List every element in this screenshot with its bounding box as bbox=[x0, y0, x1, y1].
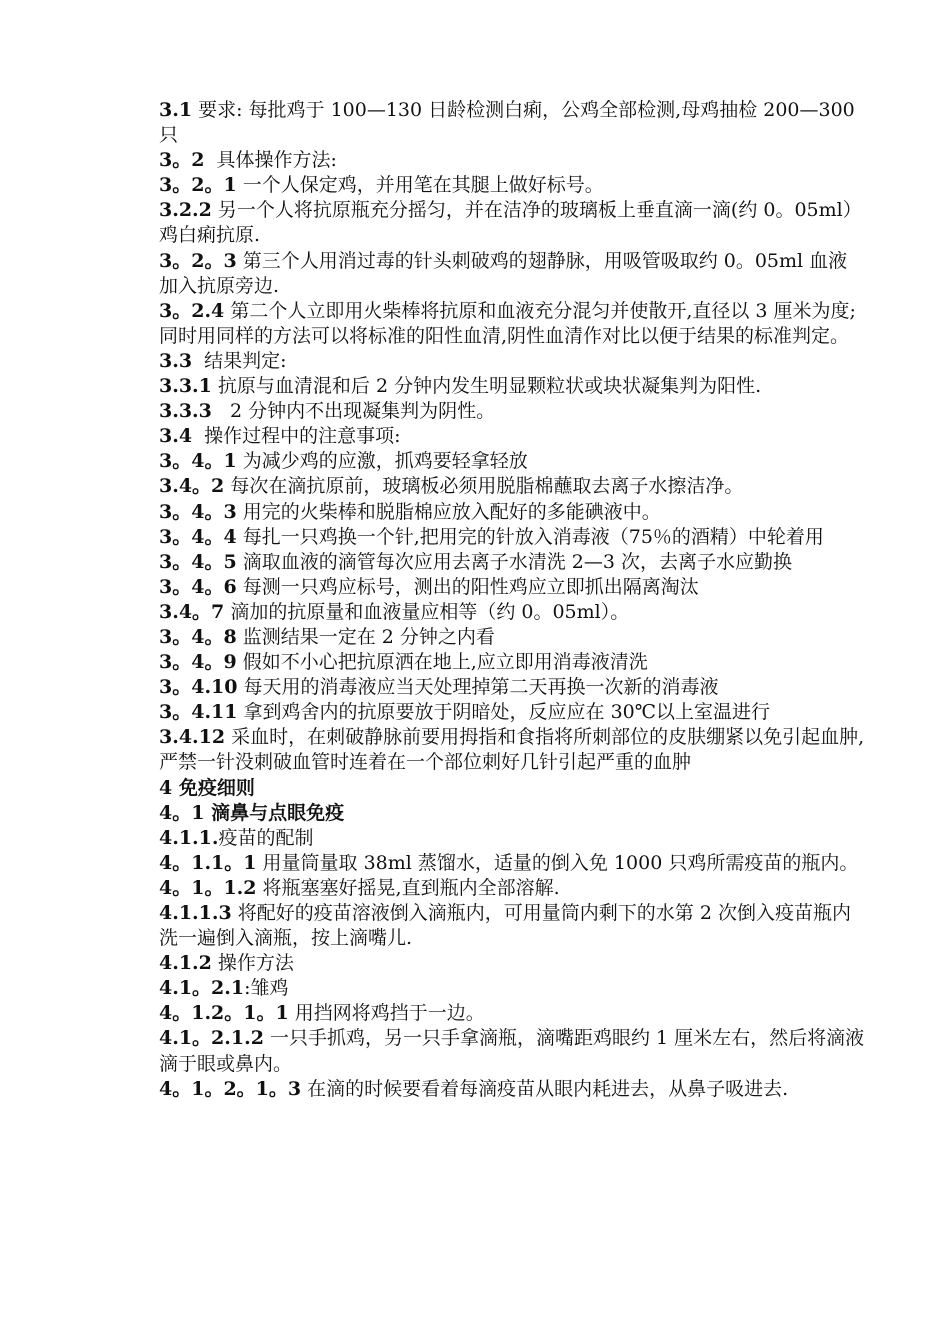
paragraph bbox=[159, 399, 865, 424]
section-number: 3.2.2 bbox=[159, 199, 212, 222]
section-number: 3。4。6 bbox=[159, 575, 237, 598]
heading-text: 滴鼻与点眼免疫 bbox=[204, 801, 345, 824]
section-number: 3。2.4 bbox=[159, 299, 225, 322]
section-number: 4 bbox=[159, 776, 173, 799]
paragraph-text: 一只手抓鸡，另一只手拿滴瓶，滴嘴距鸡眼约 1 厘米左右，然后将滴液滴于眼或鼻内。 bbox=[159, 1027, 865, 1075]
paragraph bbox=[159, 600, 865, 625]
section-number: 3。4.10 bbox=[159, 676, 238, 699]
section-number: 4。1.1。1 bbox=[159, 851, 257, 874]
section-number: 3。4。9 bbox=[159, 651, 237, 674]
section-number: 3.4.12 bbox=[159, 726, 226, 749]
section-number: 3。4。3 bbox=[159, 500, 237, 523]
paragraph bbox=[159, 550, 865, 575]
paragraph-text: 将瓶塞塞好摇晃,直到瓶内全部溶解. bbox=[256, 876, 560, 899]
paragraph bbox=[159, 1077, 865, 1102]
paragraph bbox=[159, 424, 865, 449]
section-number: 3。4。5 bbox=[159, 550, 237, 573]
section-number: 3。2 bbox=[159, 149, 205, 172]
section-number: 3.3.3 bbox=[159, 400, 212, 423]
paragraph bbox=[159, 98, 865, 148]
section-number: 4.1.2 bbox=[159, 952, 212, 975]
paragraph-text: 要求: 每批鸡于 100—130 日龄检测白痢，公鸡全部检测,母鸡抽检 200—300 只 bbox=[159, 99, 861, 147]
paragraph-text: 结果判定: bbox=[192, 349, 287, 372]
paragraph bbox=[159, 148, 865, 173]
paragraph-text: 在滴的时候要看着每滴疫苗从眼内耗进去，从鼻子吸进去. bbox=[301, 1077, 789, 1100]
section-number: 3.4 bbox=[159, 425, 193, 448]
paragraph bbox=[159, 500, 865, 525]
paragraph bbox=[159, 299, 865, 349]
paragraph-text: 假如不小心把抗原洒在地上,应立即用消毒液清洗 bbox=[236, 651, 648, 674]
paragraph-text: 抗原与血清混和后 2 分钟内发生明显颗粒状或块状凝集判为阳性. bbox=[211, 375, 762, 398]
paragraph-text: 具体操作方法: bbox=[204, 149, 337, 172]
paragraph-text: 每天用的消毒液应当天处理掉第二天再换一次新的消毒液 bbox=[237, 676, 719, 699]
paragraph-text: 用完的火柴棒和脱脂棉应放入配好的多能碘液中。 bbox=[236, 500, 661, 523]
section-number: 3。2。3 bbox=[159, 249, 237, 272]
section-number: 3.3 bbox=[159, 349, 193, 372]
section-number: 3。4。8 bbox=[159, 625, 237, 648]
paragraph bbox=[159, 525, 865, 550]
paragraph-text: 每测一只鸡应标号，测出的阳性鸡应立即抓出隔离淘汰 bbox=[236, 575, 699, 598]
section-number: 3.4。2 bbox=[159, 475, 225, 498]
paragraph-text: 将配好的疫苗溶液倒入滴瓶内，可用量筒内剩下的水第 2 次倒入疫苗瓶内洗一遍倒入滴瓶，按上滴嘴儿. bbox=[159, 902, 851, 950]
paragraph bbox=[159, 675, 865, 700]
section-heading bbox=[159, 776, 865, 801]
paragraph-text: 疫苗的配制 bbox=[218, 826, 314, 849]
paragraph bbox=[159, 575, 865, 600]
paragraph bbox=[159, 951, 865, 976]
section-number: 4。1。2。1。3 bbox=[159, 1077, 302, 1100]
section-number: 4。1 bbox=[159, 801, 205, 824]
paragraph bbox=[159, 700, 865, 725]
paragraph-text: 一个人保定鸡，并用笔在其腿上做好标号。 bbox=[236, 174, 604, 197]
section-number: 4。1.2。1。1 bbox=[159, 1002, 289, 1025]
paragraph bbox=[159, 474, 865, 499]
paragraph bbox=[159, 198, 865, 248]
paragraph-text: 操作过程中的注意事项: bbox=[192, 425, 401, 448]
section-number: 3.4。7 bbox=[159, 600, 225, 623]
section-number: 3。4。4 bbox=[159, 525, 237, 548]
paragraph-text: 采血时，在刺破静脉前要用拇指和食指将所刺部位的皮肤绷紧以免引起血肿,严禁一针没刺破血管时连着在一个部位刺好几针引起严重的血肿 bbox=[159, 726, 865, 774]
subsection-heading bbox=[159, 801, 865, 826]
paragraph bbox=[159, 449, 865, 474]
paragraph bbox=[159, 249, 865, 299]
document-page bbox=[159, 98, 865, 1102]
paragraph-text: 第三个人用消过毒的针头刺破鸡的翅静脉，用吸管吸取约 0。05ml 血液加入抗原旁边. bbox=[159, 249, 848, 297]
section-number: 4.1.1.3 bbox=[159, 902, 232, 924]
paragraph bbox=[159, 173, 865, 198]
paragraph-text: 用量筒量取 38ml 蒸馏水，适量的倒入免 1000 只鸡所需疫苗的瓶内。 bbox=[256, 851, 859, 874]
paragraph bbox=[159, 650, 865, 675]
paragraph bbox=[159, 876, 865, 901]
section-number: 4.1。2.1.2 bbox=[159, 1027, 264, 1050]
paragraph-text: :雏鸡 bbox=[244, 977, 289, 1000]
paragraph-text: 滴加的抗原量和血液量应相等（约 0。05ml）。 bbox=[224, 600, 630, 623]
paragraph bbox=[159, 976, 865, 1001]
section-number: 4.1.1. bbox=[159, 826, 219, 849]
paragraph-text: 第二个人立即用火柴棒将抗原和血液充分混匀并使散开,直径以 3 厘米为度;同时用同样的方法可以将标准的阳性血清,阴性血清作对比以便于结果的标准判定。 bbox=[159, 299, 856, 347]
section-number: 3.3.1 bbox=[159, 375, 212, 398]
section-number: 3。4。1 bbox=[159, 450, 237, 473]
paragraph bbox=[159, 625, 865, 650]
paragraph-text: 2 分钟内不出现凝集判为阴性。 bbox=[211, 400, 496, 423]
paragraph bbox=[159, 374, 865, 399]
section-number: 4。1。1.2 bbox=[159, 876, 257, 899]
paragraph bbox=[159, 826, 865, 851]
paragraph bbox=[159, 1001, 865, 1026]
section-number: 3。4.11 bbox=[159, 701, 238, 724]
paragraph bbox=[159, 901, 865, 951]
paragraph-text: 拿到鸡舍内的抗原要放于阴暗处，反应应在 30℃以上室温进行 bbox=[237, 701, 771, 724]
paragraph-text: 监测结果一定在 2 分钟之内看 bbox=[236, 625, 495, 648]
paragraph-text: 用挡网将鸡挡于一边。 bbox=[288, 1002, 485, 1025]
paragraph-text: 每扎一只鸡换一个针,把用完的针放入消毒液（75％的酒精）中轮着用 bbox=[236, 525, 824, 548]
paragraph-text: 滴取血液的滴管每次应用去离子水清洗 2—3 次，去离子水应勤换 bbox=[236, 550, 792, 573]
paragraph bbox=[159, 725, 865, 775]
paragraph bbox=[159, 851, 865, 876]
section-number: 3.1 bbox=[159, 99, 193, 121]
section-number: 4.1。2.1 bbox=[159, 977, 245, 1000]
section-number: 3。2。1 bbox=[159, 174, 237, 197]
paragraph bbox=[159, 1026, 865, 1076]
heading-text: 免疫细则 bbox=[172, 776, 255, 799]
paragraph-text: 操作方法 bbox=[211, 952, 294, 975]
paragraph bbox=[159, 349, 865, 374]
paragraph-text: 每次在滴抗原前，玻璃板必须用脱脂棉蘸取去离子水擦洁净。 bbox=[224, 475, 744, 498]
paragraph-text: 另一个人将抗原瓶充分摇匀，并在洁净的玻璃板上垂直滴一滴(约 0。05ml）鸡白痢抗原. bbox=[159, 199, 862, 247]
paragraph-text: 为减少鸡的应激，抓鸡要轻拿轻放 bbox=[236, 450, 528, 473]
